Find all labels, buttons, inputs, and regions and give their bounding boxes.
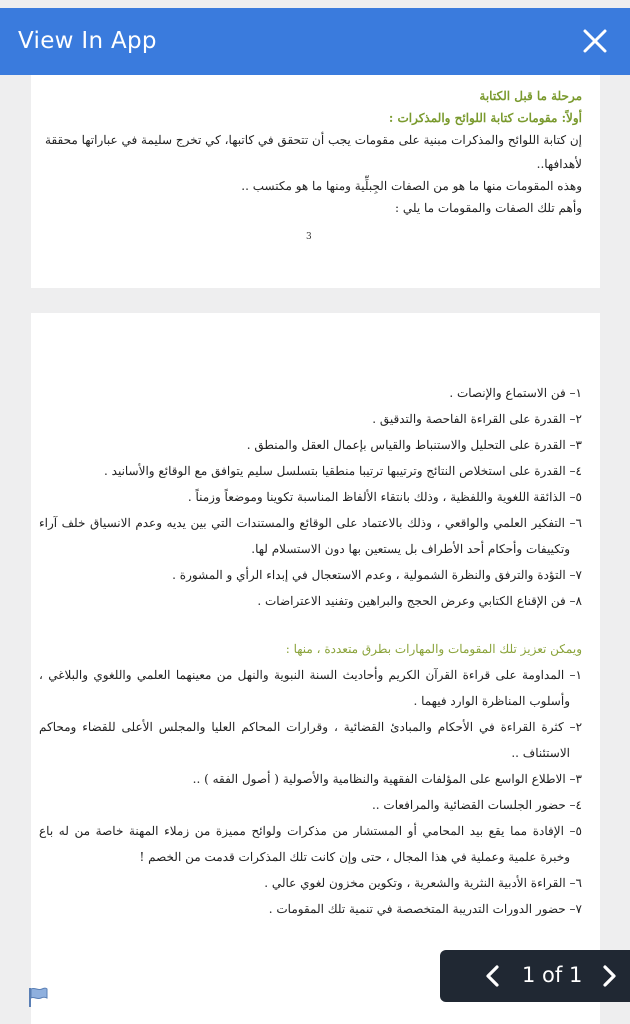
list-item-continuation: وأسلوب المناظرة الوارد فيهما . <box>413 694 570 708</box>
list-item: ٣– القدرة على التحليل والاستنباط والقياس بإعمال العقل والمنطق . <box>246 438 582 452</box>
list-item: ٦– القراءة الأدبية النثرية والشعرية ، وتكوين مخزون لغوي عالي . <box>264 876 582 890</box>
list-item: ٦– التفكير العلمي والواقعي ، وذلك بالاعتماد على الوقائع والمستندات التي بين يديه وعدم الانسياق خلف آراء <box>39 516 582 530</box>
list-item: ١– المداومة على قراءة القرآن الكريم وأحاديث السنة النبوية والنهل من معينهما العلمي واللغوي والبلاغي ، <box>39 668 582 682</box>
list-item-continuation: الاستئناف .. <box>511 746 570 760</box>
paragraph-line: إن كتابة اللوائح والمذكرات مبنية على مقومات يجب أن تتحقق في كاتبها، كي تخرج سليمة في عباراتها محققة <box>45 133 582 147</box>
chevron-left-icon[interactable] <box>484 965 500 987</box>
list-item-continuation: وتكييفات وأحكام أحد الأطراف بل يستعين بها دون الاستسلام لها. <box>251 542 570 556</box>
view-in-app-link[interactable]: View In App <box>18 28 157 54</box>
list-item-continuation: وخبرة علمية وعملية في هذا المجال ، حتى وإن كانت تلك المذكرات قدمت من الخصم ! <box>139 850 570 864</box>
document-page-1 <box>31 75 600 288</box>
chevron-right-icon[interactable] <box>602 965 618 987</box>
list-item: ٧– حضور الدورات التدريبة المتخصصة في تنمية تلك المقومات . <box>268 902 582 916</box>
list-item: ٥– الذائقة اللغوية واللفظية ، وذلك بانتقاء الألفاظ المناسبة تكوينا وموضعاً وزمناً . <box>187 490 582 504</box>
app-banner[interactable] <box>0 8 630 75</box>
page-number: 3 <box>306 232 312 242</box>
page-indicator: 1 of 1 <box>522 963 583 987</box>
document-page-2 <box>31 313 600 1024</box>
close-icon[interactable] <box>582 28 608 54</box>
section-subheading: أولاً: مقومات كتابة اللوائح والمذكرات : <box>388 111 582 125</box>
paragraph-line: وهذه المقومات منها ما هو من الصفات الجِبلِّية ومنها ما هو مكتسب .. <box>241 179 582 193</box>
list-item: ٣– الاطلاع الواسع على المؤلفات الفقهية والنظامية والأصولية ( أصول الفقه ) .. <box>192 772 582 786</box>
list-item: ٧– التؤدة والترفق والنظرة الشمولية ، وعدم الاستعجال في إبداء الرأي و المشورة . <box>172 568 582 582</box>
paragraph-line: وأهم تلك الصفات والمقومات ما يلي : <box>395 201 582 215</box>
list-item: ٤– حضور الجلسات القضائية والمرافعات .. <box>371 798 582 812</box>
page-navigator <box>440 950 630 1002</box>
list-item: ٢– القدرة على القراءة الفاحصة والتدقيق . <box>372 412 582 426</box>
list-item: ٢– كثرة القراءة في الأحكام والمبادئ القضائية ، وقرارات المحاكم العليا والمجلس الأعلى للقضاء ومحاكم <box>39 720 583 734</box>
flag-icon[interactable] <box>27 986 49 1008</box>
list-item: ٥– الإفادة مما يقع بيد المحامي أو المستشار من مذكرات ولوائح مميزة من زملاء المهنة خاصة من له باع <box>39 824 582 838</box>
paragraph-line: لأهدافها.. <box>536 157 582 171</box>
section-heading: مرحلة ما قبل الكتابة <box>479 89 582 103</box>
list-item: ٤– القدرة على استخلاص النتائج وترتيبها ترتيبا منطقيا بتسلسل سليم يتوافق مع الوقائع والأسانيد . <box>104 464 582 478</box>
list-item: ٨– فن الإقناع الكتابي وعرض الحجج والبراهين وتفنيد الاعتراضات . <box>257 594 582 608</box>
list-item: ١– فن الاستماع والإنصات . <box>449 386 582 400</box>
top-strip <box>0 0 630 8</box>
list-subheading: ويمكن تعزيز تلك المقومات والمهارات بطرق متعددة ، منها : <box>285 642 582 656</box>
